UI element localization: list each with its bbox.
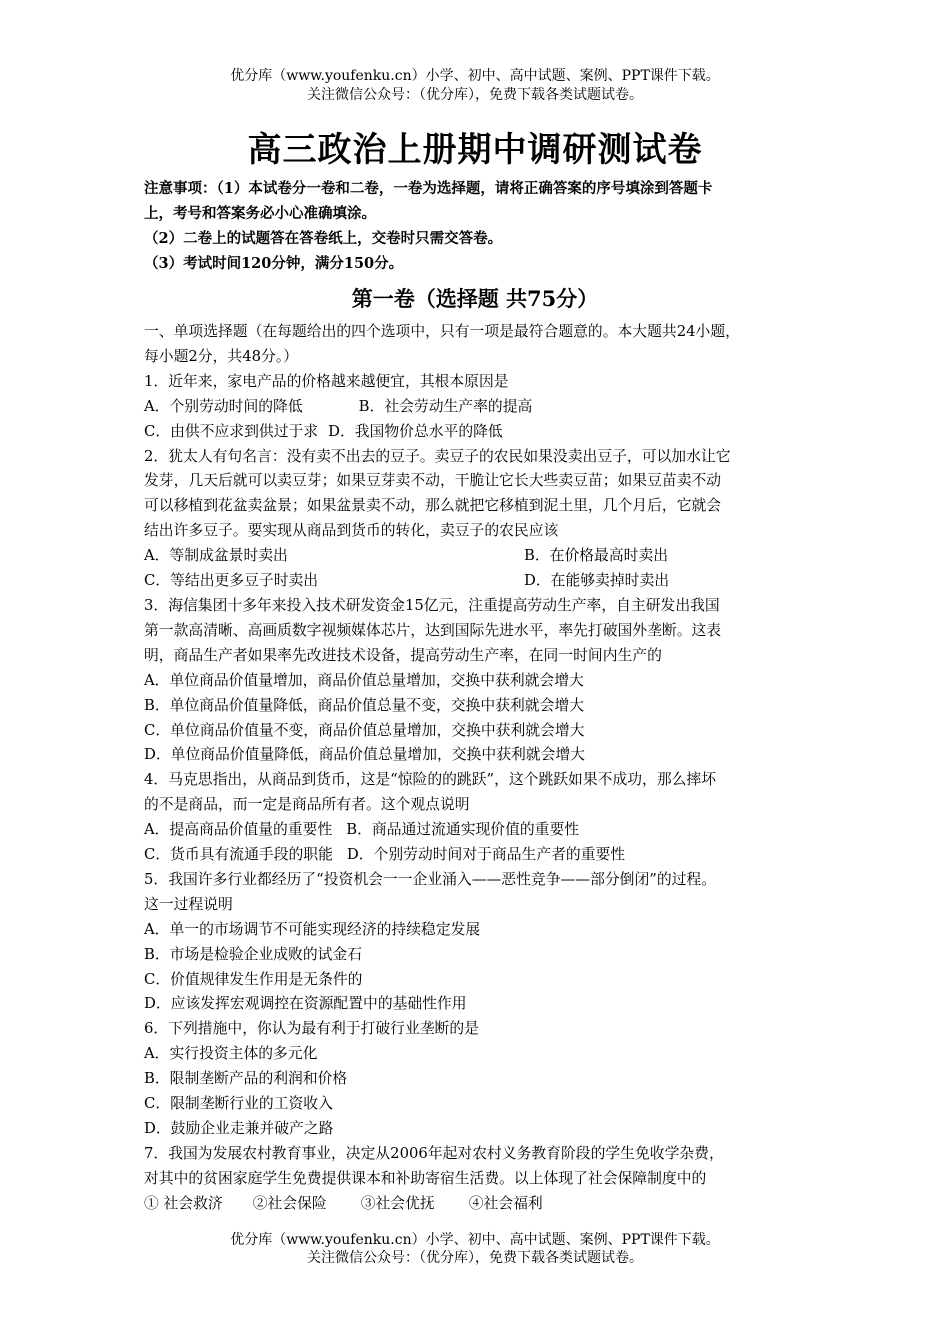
question-2-options-cd [144, 569, 814, 594]
option: C．单位商品价值量不变，商品价值总量增加，交换中获利就会增大 [144, 721, 585, 739]
notes-line: 注意事项：（1）本试卷分一卷和二卷，一卷为选择题，请将正确答案的序号填涂到答题卡 [144, 180, 713, 197]
option: ① 社会救济 [144, 1194, 223, 1212]
option: D．单位商品价值量降低，商品价值总量增加，交换中获利就会增大 [144, 746, 585, 764]
option: C．由供不应求到供过于求 [144, 422, 319, 440]
question-4-options-ab [144, 818, 814, 843]
question-5-stem: 这一过程说明 [144, 895, 233, 913]
question-1-options-ab [144, 395, 814, 420]
question-7-options [144, 1192, 814, 1217]
page-title: 高三政治上册期中调研测试卷 [247, 130, 703, 170]
question-2-stem: 可以移植到花盆卖盆景；如果盆景卖不动，那么就把它移植到泥土里，几个月后，它就会 [144, 497, 722, 515]
question-2-stem: 发芽，几天后就可以卖豆芽；如果豆芽卖不动，干脆让它长大些卖豆苗；如果豆苗卖不动 [144, 472, 722, 490]
option: C．限制垄断行业的工资收入 [144, 1095, 333, 1113]
notes-line: 上，考号和答案务必小心准确填涂。 [144, 205, 376, 222]
option: B．商品通过流通实现价值的重要性 [346, 821, 580, 839]
question-1-options-cd [144, 420, 814, 445]
notes-line: （3）考试时间120分钟，满分150分。 [144, 255, 404, 272]
option: ④社会福利 [468, 1194, 543, 1212]
question-4-options-cd [144, 843, 814, 868]
question-1-stem: 1．近年来，家电产品的价格越来越便宜，其根本原因是 [144, 372, 509, 390]
option: B．在价格最高时卖出 [524, 547, 669, 565]
header-line-2: 关注微信公众号：（优分库），免费下载各类试题试卷。 [307, 87, 643, 103]
question-body [144, 320, 814, 1217]
question-2-stem: 结出许多豆子。要实现从商品到货币的转化，卖豆子的农民应该 [144, 522, 559, 540]
option: D．鼓励企业走兼并破产之路 [144, 1120, 334, 1137]
exam-notes [144, 176, 816, 276]
question-2-options-ab [144, 544, 814, 569]
option: C．等结出更多豆子时卖出 [144, 572, 319, 590]
question-7-stem: 7．我国为发展农村教育事业，决定从2006年起对农村义务教育阶段的学生免收学杂费， [144, 1144, 724, 1162]
option: C．货币具有流通手段的职能 [144, 846, 333, 864]
option: A．等制成盆景时卖出 [144, 547, 288, 565]
option: A．单位商品价值量增加，商品价值总量增加，交换中获利就会增大 [144, 671, 584, 689]
question-3-stem: 3．海信集团十多年来投入技术研发资金15亿元，注重提高劳动生产率，自主研发出我国 [144, 596, 720, 614]
question-2-stem: 2．犹太人有句名言：没有卖不出去的豆子。卖豆子的农民如果没卖出豆子，可以加水让它 [144, 447, 731, 465]
header-line-1: 优分库（www.youfenku.cn）小学、初中、高中试题、案例、PPT课件下载。 [230, 68, 720, 84]
footer-line-2: 关注微信公众号：（优分库），免费下载各类试题试卷。 [307, 1250, 643, 1266]
question-5-stem: 5．我国许多行业都经历了“投资机会一一企业涌入——恶性竞争——部分倒闭”的过程。 [144, 870, 717, 888]
option: ②社会保险 [252, 1194, 327, 1212]
option: D．在能够卖掉时卖出 [524, 572, 670, 590]
question-3-stem: 明，商品生产者如果率先改进技术设备，提高劳动生产率，在同一时间内生产的 [144, 646, 662, 664]
option: D．个别劳动时间对于商品生产者的重要性 [346, 846, 626, 864]
question-4-stem: 的不是商品，而一定是商品所有者。这个观点说明 [144, 796, 470, 814]
option: B．市场是检验企业成败的试金石 [144, 945, 363, 963]
option: B．社会劳动生产率的提高 [358, 397, 533, 415]
section-title: 第一卷（选择题 共75分） [351, 286, 599, 311]
option: ③社会优抚 [360, 1194, 435, 1212]
option: A．单一的市场调节不可能实现经济的持续稳定发展 [144, 920, 481, 938]
instructions-line: 每小题2分，共48分。） [144, 347, 299, 365]
footer-line-1: 优分库（www.youfenku.cn）小学、初中、高中试题、案例、PPT课件下载。 [230, 1232, 720, 1248]
option: D．我国物价总水平的降低 [328, 422, 503, 440]
option: A．个别劳动时间的降低 [144, 397, 303, 415]
question-6-stem: 6．下列措施中，你认为最有利于打破行业垄断的是 [144, 1020, 479, 1038]
option: A．实行投资主体的多元化 [144, 1045, 318, 1063]
option: C．价值规律发生作用是无条件的 [144, 970, 363, 988]
option: D．应该发挥宏观调控在资源配置中的基础性作用 [144, 995, 467, 1013]
option: B．限制垄断产品的利润和价格 [144, 1070, 348, 1088]
option: B．单位商品价值量降低，商品价值总量不变，交换中获利就会增大 [144, 696, 584, 714]
question-3-stem: 第一款高清晰、高画质数字视频媒体芯片，达到国际先进水平，率先打破国外垄断。这表 [144, 621, 722, 639]
question-4-stem: 4．马克思指出，从商品到货币，这是“惊险的的跳跃”，这个跳跃如果不成功，那么摔坏 [144, 771, 717, 789]
option: A．提高商品价值量的重要性 [144, 821, 333, 839]
notes-line: （2）二卷上的试题答在答卷纸上，交卷时只需交答卷。 [144, 230, 503, 247]
question-7-stem: 对其中的贫困家庭学生免费提供课本和补助寄宿生活费。以上体现了社会保障制度中的 [144, 1169, 707, 1187]
instructions-line: 一、单项选择题（在每题给出的四个选项中，只有一项是最符合题意的。本大题共24小题， [144, 323, 740, 340]
